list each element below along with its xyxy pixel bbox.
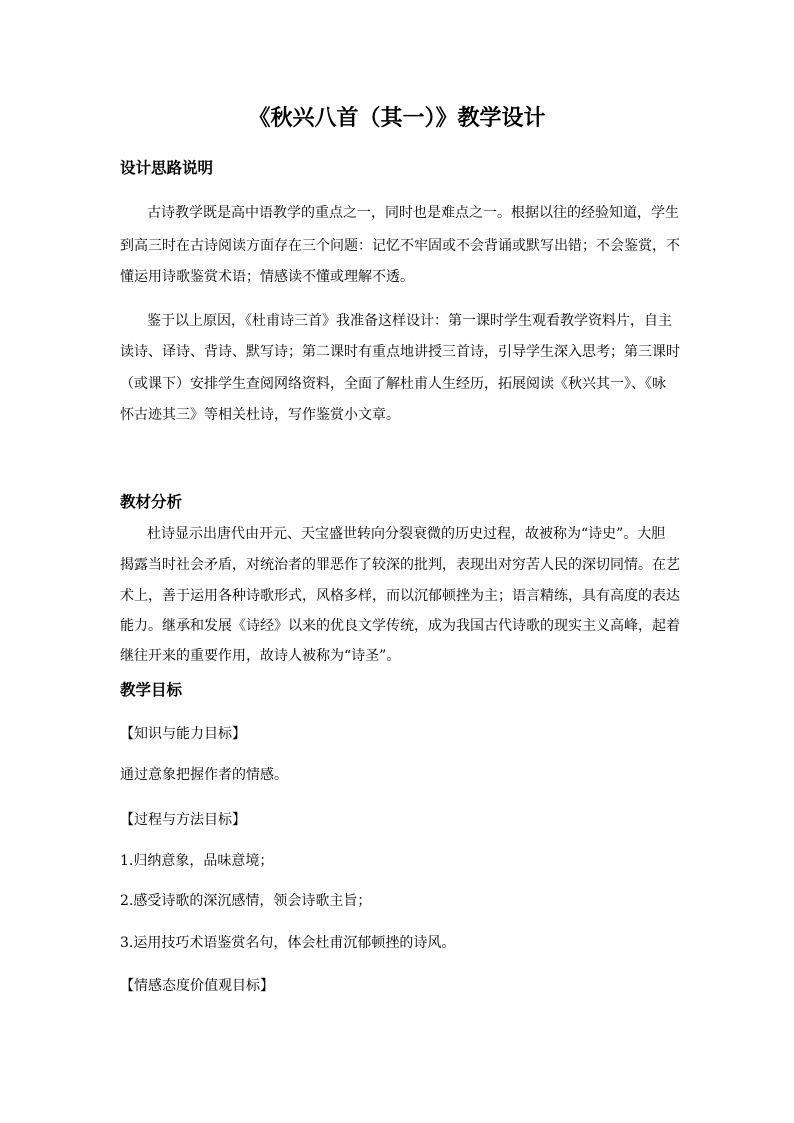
analysis-line5: 继往开来的重要作用，故诗人被称为“诗圣”。: [120, 648, 401, 664]
goal-knowledge-text: 通过意象把握作者的情感。: [120, 767, 288, 783]
section-heading-analysis: 教材分析: [120, 492, 183, 511]
design-para1-line3: 懂运用诗歌鉴赏术语；情感读不懂或理解不透。: [120, 269, 414, 285]
design-para2-line1: 鉴于以上原因，《杜甫诗三首》我准备这样设计：第一课时学生观看教学资料片，自主: [147, 313, 672, 329]
goal-process-item-1: 1.归纳意象，品味意境；: [120, 853, 274, 869]
goal-knowledge-label: 【知识与能力目标】: [120, 726, 246, 742]
goal-emotion-label: 【情感态度价值观目标】: [120, 978, 274, 994]
analysis-line4: 能力。继承和发展《诗经》以来的优良文学传统，成为我国古代诗歌的现实主义高峰，起着: [120, 618, 680, 634]
goal-process-item-2: 2.感受诗歌的深沉感情，领会诗歌主旨；: [120, 893, 372, 909]
analysis-line1: 杜诗显示出唐代由开元、天宝盛世转向分裂衰微的历史过程，故被称为“诗史”。大胆: [147, 526, 666, 542]
analysis-line2: 揭露当时社会矛盾，对统治者的罪恶作了较深的批判，表现出对穷苦人民的深切同情。在艺: [120, 557, 680, 573]
goal-process-item-3: 3.运用技巧术语鉴赏名句，体会杜甫沉郁顿挫的诗风。: [120, 935, 456, 951]
design-para2-line2: 读诗、译诗、背诗、默写诗；第二课时有重点地讲授三首诗，引导学生深入思考；第三课时: [120, 344, 680, 360]
design-para1-line1: 古诗教学既是高中语教学的重点之一，同时也是难点之一。根据以往的经验知道，学生: [147, 205, 679, 221]
design-para2-line4: 怀古迹其三》等相关杜诗，写作鉴赏小文章。: [120, 407, 400, 423]
analysis-line3: 术上，善于运用各种诗歌形式，风格多样，而以沉郁顿挫为主；语言精练，具有高度的表达: [120, 588, 680, 604]
section-heading-design: 设计思路说明: [120, 158, 214, 177]
design-para1-line2: 到高三时在古诗阅读方面存在三个问题：记忆不牢固或不会背诵或默写出错；不会鉴赏，不: [120, 238, 680, 254]
section-heading-goals: 教学目标: [120, 680, 183, 699]
document-title: 《秋兴八首（其一）》教学设计: [248, 105, 546, 131]
goal-process-label: 【过程与方法目标】: [120, 812, 246, 828]
design-para2-line3: （或课下）安排学生查阅网络资料，全面了解杜甫人生经历，拓展阅读《秋兴其一》、《咏: [120, 376, 666, 392]
